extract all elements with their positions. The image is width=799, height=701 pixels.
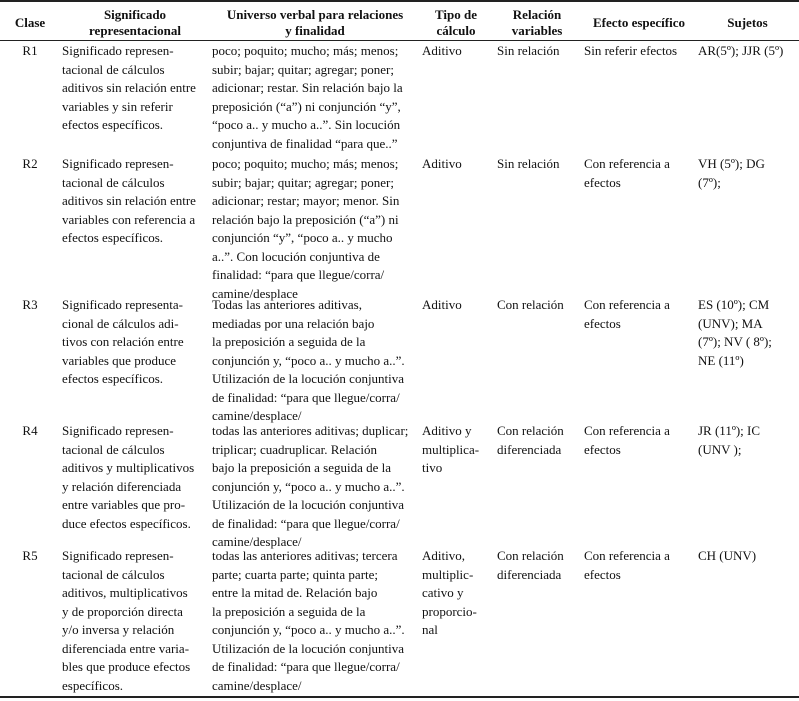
cell-clase: R3: [22, 297, 38, 312]
header-sujetos: Sujetos: [727, 15, 768, 30]
header-universo: Universo verbal para relaciones y finalidad: [226, 7, 404, 38]
cell-tipo: Aditivo: [422, 297, 462, 312]
cell-clase: R5: [22, 548, 38, 563]
cell-universo: Todas las anteriores aditivas, mediadas por una relación bajo la preposición a seguida de la conjunción y, “poco a.. y mucho a..”. Utilización de la locución conjuntiva de finalidad: “para que llegue/corra/ camine/desplace/: [212, 297, 405, 423]
cell-efecto: Con referencia a efectos: [584, 297, 670, 331]
cell-relacion: Sin relación: [497, 156, 560, 171]
cell-clase: R2: [22, 156, 38, 171]
cell-efecto: Sin referir efectos: [584, 43, 678, 58]
cell-tipo: Aditivo: [422, 43, 462, 58]
header-rule: [0, 40, 799, 41]
cell-universo: todas las anteriores aditivas; duplicar; triplicar; cuadruplicar. Relación bajo la preposición a seguida de la conjunción y, “poco a.. y mucho a..”. Utilización de la locución conjuntiva de finalidad: “para que llegue/corra/ camine/desplace/: [212, 423, 409, 549]
cell-efecto: Con referencia a efectos: [584, 156, 670, 190]
cell-tipo: Aditivo: [422, 156, 462, 171]
cell-significado: Significado represen- tacional de cálculos aditivos y multiplicativos y relación diferenciada entre variables que pro- duce efectos específicos.: [62, 423, 195, 531]
cell-tipo: Aditivo y multiplica- tivo: [422, 423, 480, 475]
header-relacion: Relación variables: [511, 7, 563, 38]
cell-sujetos: ES (10º); CM (UNV); MA (7º); NV ( 8º); NE (11º): [698, 297, 772, 368]
header-clase: Clase: [14, 15, 46, 30]
cell-relacion: Con relación diferenciada: [497, 548, 564, 582]
bottom-rule: [0, 696, 799, 698]
cell-significado: Significado represen- tacional de cálculos aditivos, multiplicativos y de proporción directa y/o inversa y relación diferenciada entre varia- bles que produce efectos específicos.: [62, 548, 191, 693]
cell-sujetos: VH (5º); DG (7º);: [698, 156, 765, 190]
cell-significado: Significado representa- cional de cálculos adi- tivos con relación entre variables que produce efectos específicos.: [62, 297, 184, 386]
cell-tipo: Aditivo, multiplic- cativo y proporcio- nal: [422, 548, 477, 637]
cell-significado: Significado represen- tacional de cálculos aditivos sin relación entre variables y sin referir efectos específicos.: [62, 43, 196, 132]
cell-relacion: Con relación: [497, 297, 564, 312]
cell-efecto: Con referencia a efectos: [584, 423, 670, 457]
cell-clase: R4: [22, 423, 38, 438]
header-efecto: Efecto específico: [592, 15, 686, 30]
cell-sujetos: AR(5º); JJR (5º): [698, 43, 784, 58]
cell-clase: R1: [22, 43, 38, 58]
header-tipo: Tipo de cálculo: [434, 7, 478, 38]
top-rule: [0, 0, 799, 2]
cell-significado: Significado represen- tacional de cálculos aditivos sin relación entre variables con referencia a efectos específicos.: [62, 156, 196, 245]
cell-efecto: Con referencia a efectos: [584, 548, 670, 582]
cell-universo: poco; poquito; mucho; más; menos; subir; bajar; quitar; agregar; poner; adicionar; restar. Sin relación bajo la preposición (“a”) ni conjunción “y”, “poco a.. y mucho a..”. Sin locución conjuntiva de finalidad “para que..”: [212, 43, 403, 151]
cell-relacion: Con relación diferenciada: [497, 423, 564, 457]
cell-sujetos: JR (11º); IC (UNV );: [698, 423, 761, 457]
cell-relacion: Sin relación: [497, 43, 560, 58]
cell-universo: poco; poquito; mucho; más; menos; subir; bajar; quitar; agregar; poner; adicionar; restar; mayor; menor. Sin relación bajo la preposición (“a”) ni conjunción “y”, “poco a.. y mucho a..”. Con locución conjuntiva de finalidad: “para que llegue/corra/ camine/desplace: [212, 156, 400, 301]
cell-universo: todas las anteriores aditivas; tercera parte; cuarta parte; quinta parte; entre la mitad de. Relación bajo la preposición a seguida de la conjunción y, “poco a.. y mucho a..”. Utilización de la locución conjuntiva de finalidad: “para que llegue/corra/ camine/desplace/: [212, 548, 405, 693]
cell-sujetos: CH (UNV): [698, 548, 757, 563]
header-significado: Significado representacional: [89, 7, 181, 38]
